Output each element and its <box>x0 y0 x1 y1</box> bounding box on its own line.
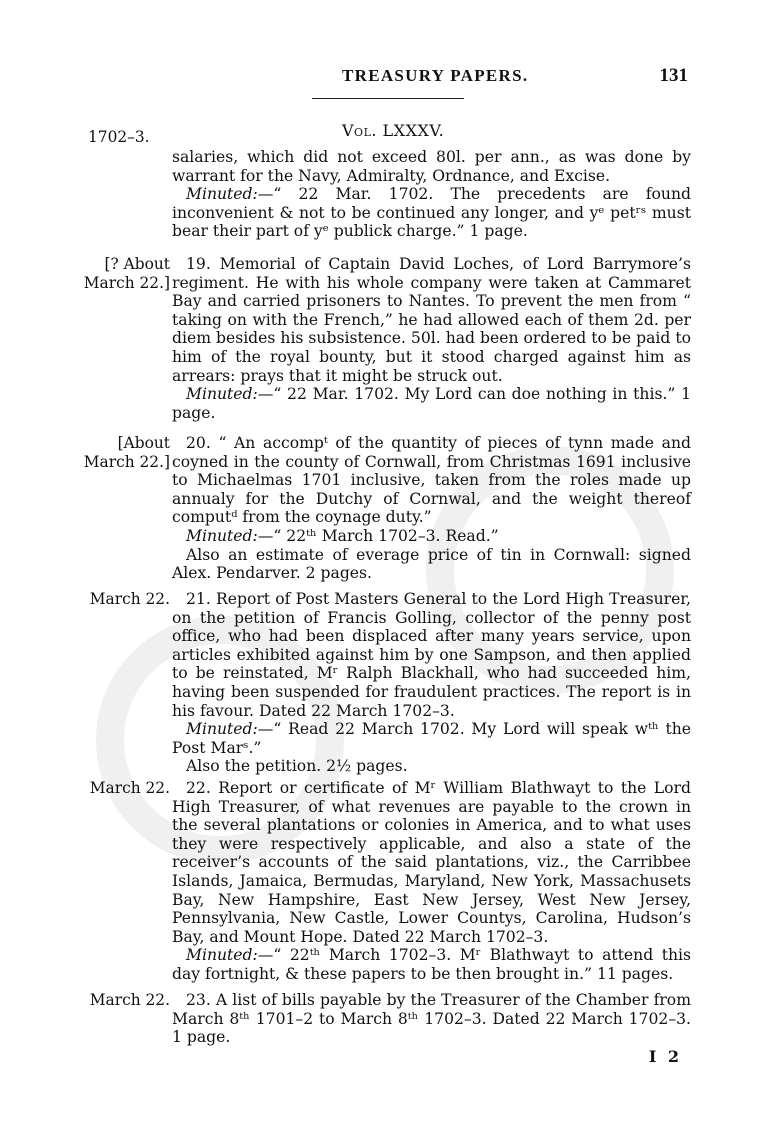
entry-number: 23. <box>186 991 211 1009</box>
entry-number: 22. <box>186 779 211 797</box>
entry-20-text <box>172 434 691 527</box>
entry-21-date: March 22. <box>89 590 170 608</box>
entry-number: 21. <box>186 590 211 608</box>
entry-23-text <box>172 991 691 1047</box>
entry-19-text <box>172 255 691 385</box>
entry-22-text <box>172 779 691 946</box>
page-number: 131 <box>659 65 688 86</box>
continuation-block <box>172 148 691 241</box>
entry-20-minuted <box>172 527 691 546</box>
volume-heading: Vol. LXXXV. <box>342 121 445 140</box>
minuted-label: Minuted: <box>186 526 258 545</box>
entry-body: “ An accompᵗ of the quantity of pieces of tynn made and coyned in the county of Cornwall, from Christmas 1691 inclusive to Michaelmas 1701 inclusive, taken from the roles made up annualy for the Dutchy of Cornwal, and the weight thereof computᵈ from the coynage duty.” <box>172 434 691 527</box>
minuted-text: —“ Read 22 March 1702. My Lord will speak wᵗʰ the Post Marˢ.” <box>172 720 691 757</box>
year-label: 1702–3. <box>88 128 150 146</box>
entry-23-date: March 22. <box>89 991 170 1009</box>
entry-body: Report or certificate of Mʳ William Blathwayt to the Lord High Treasurer, of what revenues are payable to the crown in the several plantations or colonies in America, and to what uses they were respectively applicable, and also a state of the receiver’s accounts of the said plantations, viz., the Carribbee Islands, Jamaica, Bermudas, Maryland, New York, Massachusets Bay, New Hampshire, East New Jersey, West New Jersey, Pennsylvania, New Castle, Lower Countys, Carolina, Hudson’s Bay, and Mount Hope. Dated 22 March 1702–3. <box>172 779 691 946</box>
minuted-label: Minuted: <box>186 720 258 739</box>
minuted-label: Minuted: <box>186 946 258 965</box>
continuation-minuted <box>172 185 691 241</box>
entry-19-minuted <box>172 385 691 422</box>
entry-19 <box>172 255 691 422</box>
minuted-text: —“ 22 Mar. 1702. My Lord can doe nothing in this.” 1 page. <box>172 385 691 422</box>
entry-22 <box>172 779 691 984</box>
minuted-text: —“ 22ᵗʰ March 1702–3. Read.” <box>257 526 499 545</box>
entry-22-minuted <box>172 946 691 983</box>
entry-body: A list of bills payable by the Treasurer of the Chamber from March 8ᵗʰ 1701–2 to March 8ᵗʰ 1702–3. Dated 22 March 1702–3. 1 page. <box>172 991 691 1047</box>
minuted-label: Minuted: <box>186 185 258 204</box>
entry-20-extra: Also an estimate of everage price of tin in Cornwall: signed Alex. Pendarver. 2 pages. <box>172 545 691 583</box>
entry-number: 20. <box>186 434 211 452</box>
entry-21-text <box>172 590 691 720</box>
minuted-text: —“ 22 Mar. 1702. The precedents are found inconvenient & not to be continued any longer, and yᵉ petʳˢ must bear their part of yᵉ publick charge.” 1 page. <box>172 185 691 241</box>
entry-21-extra: Also the petition. 2½ pages. <box>186 757 408 776</box>
header-rule <box>312 98 464 99</box>
entry-body: Report of Post Masters General to the Lord High Treasurer, on the petition of Francis Golling, collector of the penny post office, who had been displaced after many years service, upon articles exhibited against him by one Sampson, and then applied to be reinstated, Mʳ Ralph Blackhall, who had succeeded him, having been suspended for fraudulent practices. The report is in his favour. Dated 22 March 1702–3. <box>172 590 691 720</box>
entry-23 <box>172 991 691 1047</box>
entry-21 <box>172 590 691 776</box>
entry-body: Memorial of Captain David Loches, of Lord Barrymore’s regiment. He with his whole company were taken at Cammaret Bay and carried prisoners to Nantes. To prevent the men from “ taking on with the French,” he had allowed each of them 2d. per diem besides his subsistence. 50l. had been ordered to be paid to him of the royal bounty, but it stood charged against him as arrears: prays that it might be struck out. <box>172 255 691 385</box>
entry-22-date: March 22. <box>89 779 170 797</box>
continuation-text: salaries, which did not exceed 80l. per ann., as was done by warrant for the Navy, Admiralty, Ordnance, and Excise. <box>172 148 691 185</box>
entry-20 <box>172 434 691 583</box>
minuted-label: Minuted: <box>186 385 258 404</box>
minuted-text: —“ 22ᵗʰ March 1702–3. Mʳ Blathwayt to attend this day fortnight, & these papers to be then brought in.” 11 pages. <box>172 946 691 983</box>
entry-19-date: [? About March 22.] <box>83 255 170 292</box>
running-title: TREASURY PAPERS. <box>342 66 529 85</box>
entry-21-minuted <box>172 720 691 757</box>
signature-folio: I 2 <box>648 1047 682 1066</box>
entry-20-date: [About March 22.] <box>83 434 170 471</box>
page-header <box>0 67 768 91</box>
entry-number: 19. <box>186 255 211 273</box>
